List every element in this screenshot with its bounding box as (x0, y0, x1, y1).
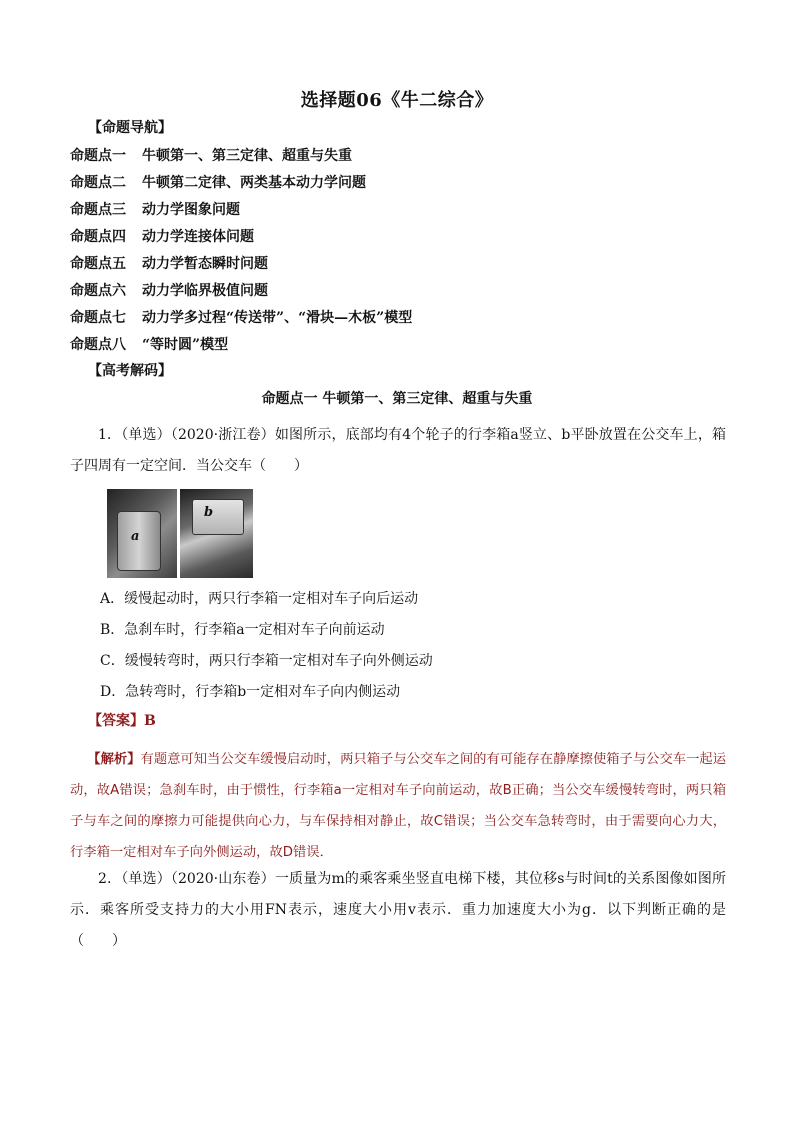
nav-point: 命题点一 (70, 148, 126, 164)
nav-point: 命题点四 (70, 229, 126, 245)
photo-label-a: a (131, 529, 140, 544)
nav-heading: 【命题导航】 (88, 120, 172, 136)
nav-topic: 牛顿第二定律、两类基本动力学问题 (142, 175, 366, 191)
question-1-text: 1．（单选）（2020·浙江卷）如图所示，底部均有4个轮子的行李箱a竖立、b平卧放置在公交车上，箱子四周有一定空间．当公交车（ ） (70, 427, 726, 474)
section-title: 命题点一 牛顿第一、第三定律、超重与失重 (261, 391, 533, 407)
nav-point: 命题点三 (70, 202, 126, 218)
nav-item (70, 332, 412, 359)
question-1-options (100, 584, 433, 708)
analysis-tag: 【解析】 (87, 752, 141, 767)
nav-point: 命题点六 (70, 283, 126, 299)
option-a: A．缓慢起动时，两只行李箱一定相对车子向后运动 (100, 591, 419, 607)
analysis (70, 744, 726, 868)
nav-item (70, 305, 412, 332)
luggage-photo-a (107, 489, 177, 578)
nav-item (70, 278, 412, 305)
luggage-photo-b (180, 489, 253, 578)
nav-item (70, 143, 412, 170)
nav-topic: 牛顿第一、第三定律、超重与失重 (142, 148, 352, 164)
decode-heading: 【高考解码】 (88, 363, 172, 379)
nav-point: 命题点二 (70, 175, 126, 191)
nav-topic: 动力学暂态瞬时问题 (142, 256, 268, 272)
option-d: D．急转弯时，行李箱b一定相对车子向内侧运动 (100, 684, 401, 700)
nav-topic: 动力学连接体问题 (142, 229, 254, 245)
nav-item (70, 197, 412, 224)
page-title: 选择题06《牛二综合》 (300, 90, 494, 111)
option-c: C．缓慢转弯时，两只行李箱一定相对车子向外侧运动 (100, 653, 433, 669)
question-2-text: 2．（单选）（2020·山东卷）一质量为m的乘客乘坐竖直电梯下楼，其位移s与时间t的关系图像如图所示．乘客所受支持力的大小用FN表示，速度大小用v表示．重力加速度大小为g．以下判断正确的是（ ） (70, 871, 726, 949)
nav-item (70, 170, 412, 197)
suitcase-b-image (192, 499, 244, 535)
nav-topic: 动力学多过程“传送带”、“滑块—木板”模型 (142, 310, 413, 326)
analysis-text: 有题意可知当公交车缓慢启动时，两只箱子与公交车之间的有可能存在静摩擦使箱子与公交车一起运动，故A错误；急刹车时，由于惯性，行李箱a一定相对车子向前运动，故B正确；当公交车缓慢转弯时，两只箱子与车之间的摩擦力可能提供向心力，与车保持相对静止，故C错误；当公交车急转弯时，由于需要向心力大，行李箱一定相对车子向外侧运动，故D错误． (70, 752, 727, 860)
nav-point: 命题点八 (70, 337, 126, 353)
nav-point: 命题点五 (70, 256, 126, 272)
nav-topic: 动力学图象问题 (142, 202, 240, 218)
nav-topic: “等时圆”模型 (142, 337, 229, 353)
answer: 【答案】B (88, 713, 156, 729)
nav-item (70, 224, 412, 251)
nav-topic: 动力学临界极值问题 (142, 283, 268, 299)
photo-label-b: b (204, 505, 214, 520)
option-b: B．急刹车时，行李箱a一定相对车子向前运动 (100, 622, 385, 638)
nav-item (70, 251, 412, 278)
nav-list (70, 143, 412, 359)
nav-point: 命题点七 (70, 310, 126, 326)
